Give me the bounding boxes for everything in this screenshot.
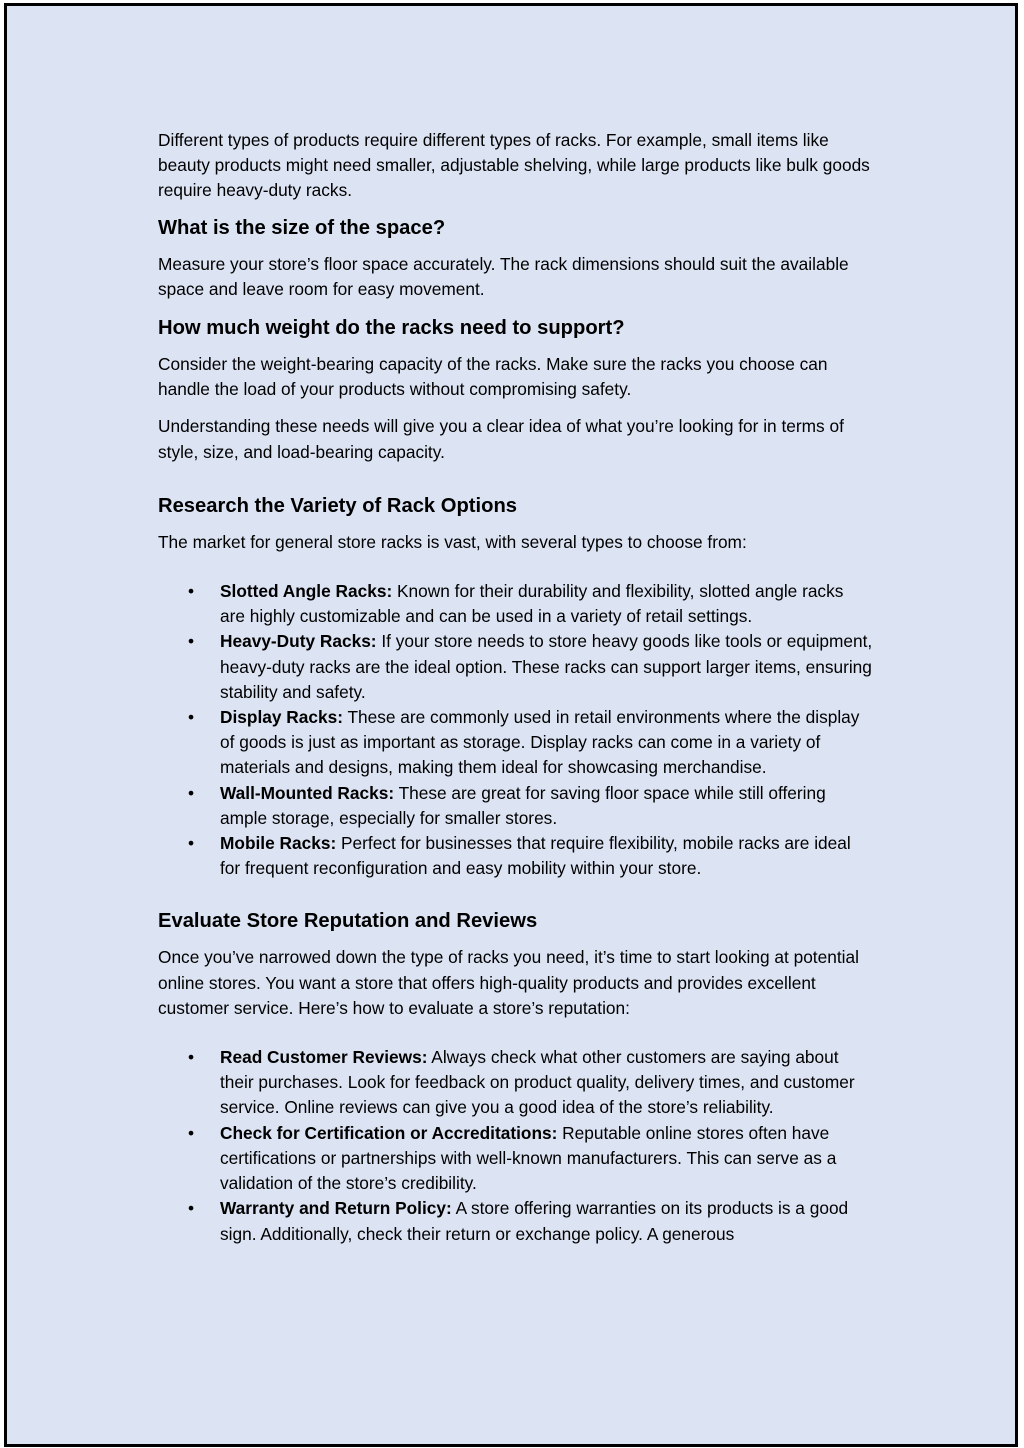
list-item-text: These are great for saving floor space while still offering ample storage, especially for smaller stores. — [220, 782, 826, 828]
list-item-text: Reputable online stores often have certifications or partnerships with well-known manufacturers. This can serve as a validation of the store’s credibility. — [220, 1122, 837, 1194]
paragraph-market-intro: The market for general store racks is vast, with several types to choose from: — [158, 531, 747, 552]
list-item-warranty-return — [158, 1196, 873, 1246]
heading-weight-support: How much weight do the racks need to support? — [158, 317, 625, 340]
list-item-mobile-racks — [158, 831, 873, 881]
list-item-text: Perfect for businesses that require flexibility, mobile racks are ideal for frequent reconfiguration and easy mobility within your store. — [220, 833, 851, 879]
heading-research-rack-options: Research the Variety of Rack Options — [158, 494, 518, 517]
bullet-icon: • — [188, 1047, 195, 1068]
list-item-text: A store offering warranties on its products is a good sign. Additionally, check their return or exchange policy. A generous — [220, 1198, 849, 1244]
bullet-icon: • — [188, 631, 195, 652]
paragraph-evaluate-intro: Once you’ve narrowed down the type of racks you need, it’s time to start looking at potential online stores. You want a store that offers high-quality products and provides excellent customer service. Here’s how to evaluate a store’s reputation: — [158, 947, 859, 1018]
paragraph-space-size: Measure your store’s floor space accurately. The rack dimensions should suit the available space and leave room for easy movement. — [158, 253, 849, 299]
list-item-label: Mobile Racks: — [220, 833, 337, 854]
list-item-text: These are commonly used in retail environments where the display of goods is just as important as storage. Display racks can come in a variety of materials and designs, making them ideal for showcasing merchandise. — [220, 707, 860, 778]
list-item-customer-reviews — [158, 1045, 873, 1121]
bullet-icon: • — [188, 1198, 195, 1219]
list-item-text: Always check what other customers are saying about their purchases. Look for feedback on product quality, delivery times, and customer service. Online reviews can give you a good idea of the store’s reliability. — [220, 1047, 855, 1118]
list-item-label: Wall-Mounted Racks: — [220, 782, 395, 803]
bullet-icon: • — [188, 782, 195, 803]
heading-evaluate-reputation: Evaluate Store Reputation and Reviews — [158, 910, 538, 933]
list-item-slotted-angle-racks — [158, 579, 873, 629]
list-item-label: Warranty and Return Policy: — [220, 1198, 452, 1219]
bullet-icon: • — [188, 581, 195, 602]
list-item-label: Read Customer Reviews: — [220, 1047, 428, 1068]
paragraph-understanding: Understanding these needs will give you a clear idea of what you’re looking for in terms of style, size, and load-bearing capacity. — [158, 416, 844, 462]
list-item-wall-mounted-racks — [158, 781, 873, 831]
document-page — [4, 3, 1018, 1447]
bullet-icon: • — [188, 707, 195, 728]
heading-space-size: What is the size of the space? — [158, 216, 446, 239]
list-item-label: Slotted Angle Racks: — [220, 581, 393, 602]
list-item-text: If your store needs to store heavy goods like tools or equipment, heavy-duty racks are the ideal option. These racks can support larger items, ensuring stability and safety. — [220, 631, 873, 702]
reputation-checks-list — [158, 1045, 873, 1247]
list-item-heavy-duty-racks — [158, 629, 873, 705]
bullet-icon: • — [188, 1122, 195, 1143]
list-item-label: Display Racks: — [220, 707, 343, 728]
list-item-certifications — [158, 1121, 873, 1197]
bullet-icon: • — [188, 833, 195, 854]
rack-options-list — [158, 579, 873, 881]
list-item-text: Known for their durability and flexibility, slotted angle racks are highly customizable and can be used in a variety of retail settings. — [220, 581, 844, 627]
list-item-label: Heavy-Duty Racks: — [220, 631, 377, 652]
intro-paragraph: Different types of products require different types of racks. For example, small items like beauty products might need smaller, adjustable shelving, while large products like bulk goods require heavy-duty racks. — [158, 130, 870, 201]
list-item-label: Check for Certification or Accreditations: — [220, 1122, 558, 1143]
document-content — [158, 128, 873, 1247]
list-item-display-racks — [158, 705, 873, 781]
paragraph-weight-support: Consider the weight-bearing capacity of the racks. Make sure the racks you choose can handle the load of your products without compromising safety. — [158, 354, 828, 400]
